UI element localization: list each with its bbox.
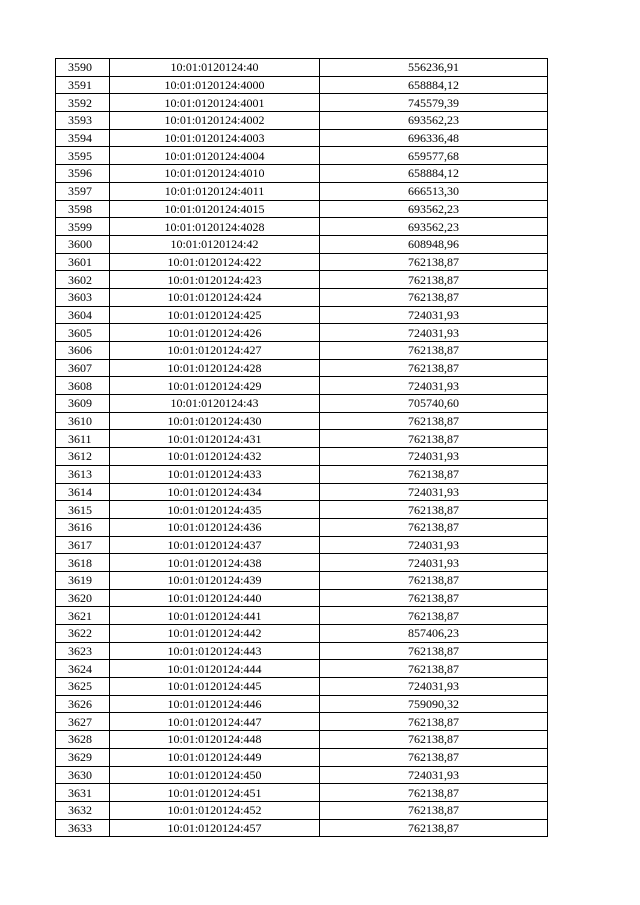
row-number-cell: 3633: [56, 819, 110, 837]
row-number-cell: 3615: [56, 501, 110, 519]
value-cell: 696336,48: [320, 129, 548, 147]
table-row: [56, 271, 548, 289]
cadastral-number-cell: 10:01:0120124:43: [110, 395, 320, 413]
cadastral-number-cell: 10:01:0120124:448: [110, 731, 320, 749]
cadastral-number-cell: 10:01:0120124:457: [110, 819, 320, 837]
value-cell: 762138,87: [320, 784, 548, 802]
table-row: [56, 819, 548, 837]
table-row: [56, 182, 548, 200]
row-number-cell: 3628: [56, 731, 110, 749]
value-cell: 724031,93: [320, 483, 548, 501]
value-cell: 857406,23: [320, 625, 548, 643]
value-cell: 705740,60: [320, 395, 548, 413]
row-number-cell: 3593: [56, 112, 110, 130]
cadastral-value-table: [55, 58, 548, 837]
row-number-cell: 3630: [56, 766, 110, 784]
value-cell: 666513,30: [320, 182, 548, 200]
cadastral-number-cell: 10:01:0120124:427: [110, 342, 320, 360]
value-cell: 762138,87: [320, 501, 548, 519]
table-row: [56, 359, 548, 377]
row-number-cell: 3592: [56, 94, 110, 112]
table-row: [56, 695, 548, 713]
row-number-cell: 3612: [56, 448, 110, 466]
cadastral-number-cell: 10:01:0120124:424: [110, 288, 320, 306]
row-number-cell: 3613: [56, 465, 110, 483]
row-number-cell: 3609: [56, 395, 110, 413]
table-row: [56, 395, 548, 413]
row-number-cell: 3620: [56, 589, 110, 607]
table-row: [56, 430, 548, 448]
row-number-cell: 3608: [56, 377, 110, 395]
cadastral-number-cell: 10:01:0120124:444: [110, 660, 320, 678]
value-cell: 693562,23: [320, 112, 548, 130]
table-row: [56, 660, 548, 678]
cadastral-number-cell: 10:01:0120124:441: [110, 607, 320, 625]
row-number-cell: 3624: [56, 660, 110, 678]
table-row: [56, 147, 548, 165]
row-number-cell: 3607: [56, 359, 110, 377]
cadastral-number-cell: 10:01:0120124:452: [110, 801, 320, 819]
row-number-cell: 3618: [56, 554, 110, 572]
table-row: [56, 731, 548, 749]
table-row: [56, 59, 548, 77]
row-number-cell: 3594: [56, 129, 110, 147]
row-number-cell: 3617: [56, 536, 110, 554]
cadastral-number-cell: 10:01:0120124:436: [110, 518, 320, 536]
row-number-cell: 3591: [56, 76, 110, 94]
value-cell: 724031,93: [320, 536, 548, 554]
value-cell: 762138,87: [320, 731, 548, 749]
table-row: [56, 801, 548, 819]
table-row: [56, 377, 548, 395]
cadastral-number-cell: 10:01:0120124:422: [110, 253, 320, 271]
row-number-cell: 3590: [56, 59, 110, 77]
row-number-cell: 3611: [56, 430, 110, 448]
cadastral-number-cell: 10:01:0120124:437: [110, 536, 320, 554]
value-cell: 762138,87: [320, 271, 548, 289]
cadastral-number-cell: 10:01:0120124:449: [110, 748, 320, 766]
value-cell: 724031,93: [320, 678, 548, 696]
cadastral-number-cell: 10:01:0120124:443: [110, 642, 320, 660]
cadastral-number-cell: 10:01:0120124:440: [110, 589, 320, 607]
row-number-cell: 3601: [56, 253, 110, 271]
table-row: [56, 288, 548, 306]
table-row: [56, 483, 548, 501]
value-cell: 762138,87: [320, 518, 548, 536]
value-cell: 745579,39: [320, 94, 548, 112]
row-number-cell: 3627: [56, 713, 110, 731]
table-row: [56, 412, 548, 430]
cadastral-number-cell: 10:01:0120124:447: [110, 713, 320, 731]
value-cell: 693562,23: [320, 218, 548, 236]
value-cell: 556236,91: [320, 59, 548, 77]
value-cell: 762138,87: [320, 819, 548, 837]
table-row: [56, 607, 548, 625]
cadastral-number-cell: 10:01:0120124:429: [110, 377, 320, 395]
table-row: [56, 713, 548, 731]
table-row: [56, 536, 548, 554]
row-number-cell: 3598: [56, 200, 110, 218]
table-row: [56, 94, 548, 112]
row-number-cell: 3597: [56, 182, 110, 200]
row-number-cell: 3603: [56, 288, 110, 306]
row-number-cell: 3614: [56, 483, 110, 501]
cadastral-number-cell: 10:01:0120124:423: [110, 271, 320, 289]
row-number-cell: 3600: [56, 235, 110, 253]
value-cell: 658884,12: [320, 76, 548, 94]
cadastral-number-cell: 10:01:0120124:4003: [110, 129, 320, 147]
table-body: [56, 59, 548, 837]
cadastral-number-cell: 10:01:0120124:451: [110, 784, 320, 802]
value-cell: 724031,93: [320, 324, 548, 342]
table-row: [56, 218, 548, 236]
table-row: [56, 642, 548, 660]
table-row: [56, 342, 548, 360]
table-row: [56, 76, 548, 94]
row-number-cell: 3604: [56, 306, 110, 324]
table-row: [56, 112, 548, 130]
row-number-cell: 3596: [56, 165, 110, 183]
cadastral-number-cell: 10:01:0120124:4011: [110, 182, 320, 200]
value-cell: 762138,87: [320, 571, 548, 589]
cadastral-number-cell: 10:01:0120124:4010: [110, 165, 320, 183]
value-cell: 762138,87: [320, 607, 548, 625]
cadastral-number-cell: 10:01:0120124:4001: [110, 94, 320, 112]
table-row: [56, 129, 548, 147]
cadastral-number-cell: 10:01:0120124:433: [110, 465, 320, 483]
table-row: [56, 571, 548, 589]
value-cell: 659577,68: [320, 147, 548, 165]
table-row: [56, 589, 548, 607]
value-cell: 658884,12: [320, 165, 548, 183]
value-cell: 762138,87: [320, 359, 548, 377]
table-row: [56, 518, 548, 536]
cadastral-number-cell: 10:01:0120124:432: [110, 448, 320, 466]
row-number-cell: 3599: [56, 218, 110, 236]
value-cell: 759090,32: [320, 695, 548, 713]
value-cell: 762138,87: [320, 660, 548, 678]
cadastral-number-cell: 10:01:0120124:428: [110, 359, 320, 377]
value-cell: 762138,87: [320, 465, 548, 483]
row-number-cell: 3616: [56, 518, 110, 536]
cadastral-number-cell: 10:01:0120124:445: [110, 678, 320, 696]
value-cell: 693562,23: [320, 200, 548, 218]
cadastral-number-cell: 10:01:0120124:4028: [110, 218, 320, 236]
value-cell: 762138,87: [320, 589, 548, 607]
cadastral-number-cell: 10:01:0120124:438: [110, 554, 320, 572]
row-number-cell: 3626: [56, 695, 110, 713]
cadastral-number-cell: 10:01:0120124:442: [110, 625, 320, 643]
cadastral-number-cell: 10:01:0120124:435: [110, 501, 320, 519]
table-row: [56, 324, 548, 342]
table-row: [56, 766, 548, 784]
cadastral-number-cell: 10:01:0120124:4002: [110, 112, 320, 130]
row-number-cell: 3625: [56, 678, 110, 696]
value-cell: 724031,93: [320, 448, 548, 466]
value-cell: 762138,87: [320, 253, 548, 271]
value-cell: 762138,87: [320, 288, 548, 306]
cadastral-number-cell: 10:01:0120124:450: [110, 766, 320, 784]
row-number-cell: 3631: [56, 784, 110, 802]
table-row: [56, 306, 548, 324]
value-cell: 762138,87: [320, 801, 548, 819]
table-row: [56, 501, 548, 519]
cadastral-number-cell: 10:01:0120124:446: [110, 695, 320, 713]
row-number-cell: 3622: [56, 625, 110, 643]
value-cell: 724031,93: [320, 377, 548, 395]
value-cell: 724031,93: [320, 766, 548, 784]
table-row: [56, 625, 548, 643]
cadastral-number-cell: 10:01:0120124:4015: [110, 200, 320, 218]
row-number-cell: 3623: [56, 642, 110, 660]
cadastral-number-cell: 10:01:0120124:434: [110, 483, 320, 501]
value-cell: 762138,87: [320, 642, 548, 660]
table-row: [56, 784, 548, 802]
value-cell: 762138,87: [320, 748, 548, 766]
table-row: [56, 165, 548, 183]
row-number-cell: 3605: [56, 324, 110, 342]
table-row: [56, 235, 548, 253]
table-row: [56, 200, 548, 218]
value-cell: 762138,87: [320, 713, 548, 731]
table-row: [56, 678, 548, 696]
table-row: [56, 448, 548, 466]
row-number-cell: 3602: [56, 271, 110, 289]
row-number-cell: 3632: [56, 801, 110, 819]
value-cell: 608948,96: [320, 235, 548, 253]
value-cell: 724031,93: [320, 554, 548, 572]
table-row: [56, 253, 548, 271]
value-cell: 762138,87: [320, 430, 548, 448]
table-row: [56, 748, 548, 766]
cadastral-number-cell: 10:01:0120124:426: [110, 324, 320, 342]
cadastral-number-cell: 10:01:0120124:42: [110, 235, 320, 253]
value-cell: 724031,93: [320, 306, 548, 324]
table-row: [56, 465, 548, 483]
cadastral-number-cell: 10:01:0120124:40: [110, 59, 320, 77]
row-number-cell: 3610: [56, 412, 110, 430]
cadastral-number-cell: 10:01:0120124:430: [110, 412, 320, 430]
cadastral-number-cell: 10:01:0120124:439: [110, 571, 320, 589]
cadastral-number-cell: 10:01:0120124:425: [110, 306, 320, 324]
cadastral-number-cell: 10:01:0120124:431: [110, 430, 320, 448]
cadastral-number-cell: 10:01:0120124:4000: [110, 76, 320, 94]
row-number-cell: 3621: [56, 607, 110, 625]
row-number-cell: 3629: [56, 748, 110, 766]
row-number-cell: 3595: [56, 147, 110, 165]
row-number-cell: 3606: [56, 342, 110, 360]
value-cell: 762138,87: [320, 342, 548, 360]
row-number-cell: 3619: [56, 571, 110, 589]
cadastral-number-cell: 10:01:0120124:4004: [110, 147, 320, 165]
value-cell: 762138,87: [320, 412, 548, 430]
table-row: [56, 554, 548, 572]
